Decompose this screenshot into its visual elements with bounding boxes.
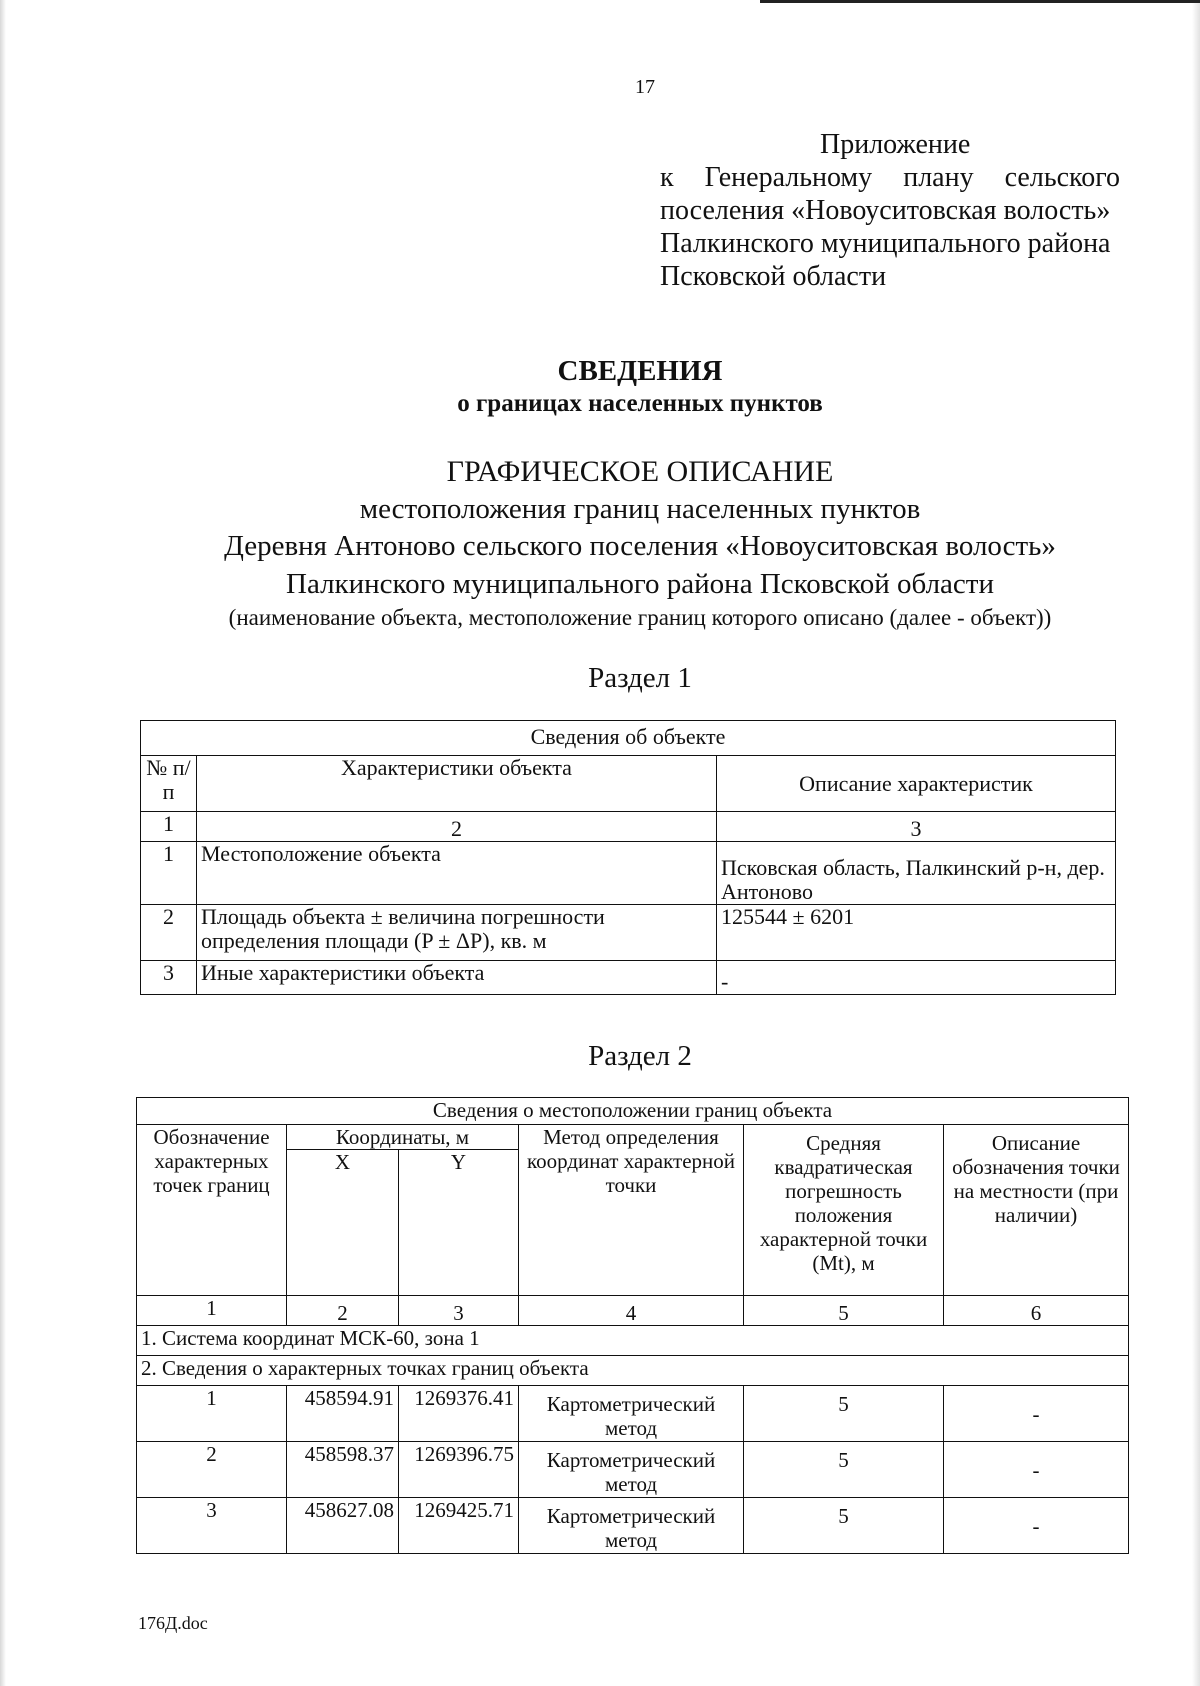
col-num-2: 2 xyxy=(197,812,717,842)
point-method: Картометрический метод xyxy=(519,1442,744,1498)
object-info-caption: Сведения об объекте xyxy=(141,721,1116,756)
section-1-title: Раздел 1 xyxy=(588,662,692,694)
col-num-1: 1 xyxy=(137,1296,287,1326)
point-mt: 5 xyxy=(744,1386,944,1442)
point-y: 1269396.75 xyxy=(399,1442,519,1498)
header-y: Y xyxy=(399,1150,519,1296)
row-description: 125544 ± 6201 xyxy=(717,905,1116,961)
point-id: 1 xyxy=(137,1386,287,1442)
graphic-description-line-2: Деревня Антоново сельского поселения «Новоуситовская волость» xyxy=(224,530,1056,562)
point-description: - xyxy=(944,1386,1129,1442)
scan-edge-left xyxy=(0,0,6,1686)
point-method: Картометрический метод xyxy=(519,1498,744,1554)
point-x: 458594.91 xyxy=(287,1386,399,1442)
col-num-1: 1 xyxy=(141,812,197,842)
col-num-2: 2 xyxy=(287,1296,399,1326)
row-characteristic: Иные характеристики объекта xyxy=(197,961,717,995)
scan-edge-right xyxy=(1192,0,1200,1686)
header-point-description: Описание обозначения точки на местности (при наличии) xyxy=(944,1125,1129,1296)
points-header-row: 2. Сведения о характерных точках границ объекта xyxy=(137,1356,1129,1386)
point-mt: 5 xyxy=(744,1442,944,1498)
appendix-line-2: поселения «Новоуситовская волость» xyxy=(660,195,1111,226)
row-description: Псковская область, Палкинский р-н, дер. Антоново xyxy=(717,842,1116,905)
header-error: Средняя квадратическая погрешность положения характерной точки (Mt), м xyxy=(744,1125,944,1296)
coordinate-system-row: 1. Система координат МСК-60, зона 1 xyxy=(137,1326,1129,1356)
point-mt: 5 xyxy=(744,1498,944,1554)
graphic-description-note: (наименование объекта, местоположение границ которого описано (далее - объект)) xyxy=(228,605,1052,630)
table-row xyxy=(141,961,1116,995)
point-id: 2 xyxy=(137,1442,287,1498)
row-num: 3 xyxy=(141,961,197,995)
footer-filename: 176Д.doc xyxy=(138,1613,208,1633)
appendix-block xyxy=(660,128,1120,293)
header-coordinates: Координаты, м xyxy=(287,1125,519,1150)
point-x: 458627.08 xyxy=(287,1498,399,1554)
header-num: № п/п xyxy=(141,756,197,812)
appendix-line-4: Псковской области xyxy=(660,261,887,292)
graphic-description-title: ГРАФИЧЕСКОЕ ОПИСАНИЕ xyxy=(446,455,834,488)
graphic-description-line-1: местоположения границ населенных пунктов xyxy=(359,493,921,525)
header-characteristic: Характеристики объекта xyxy=(197,756,717,812)
boundary-points-table xyxy=(136,1097,1129,1554)
point-y: 1269425.71 xyxy=(399,1498,519,1554)
row-description: - xyxy=(717,961,1116,995)
table-row xyxy=(141,905,1116,961)
appendix-line-3: Палкинского муниципального района xyxy=(660,228,1111,259)
row-num: 2 xyxy=(141,905,197,961)
row-characteristic: Местоположение объекта xyxy=(197,842,717,905)
object-info-table xyxy=(140,720,1116,995)
scan-top-line xyxy=(760,0,1200,3)
point-x: 458598.37 xyxy=(287,1442,399,1498)
header-x: X xyxy=(287,1150,399,1296)
col-num-3: 3 xyxy=(717,812,1116,842)
point-description: - xyxy=(944,1442,1129,1498)
section-2-title: Раздел 2 xyxy=(588,1040,692,1072)
header-method: Метод определения координат характерной точки xyxy=(519,1125,744,1296)
point-method: Картометрический метод xyxy=(519,1386,744,1442)
page-number: 17 xyxy=(635,76,655,98)
col-num-6: 6 xyxy=(944,1296,1129,1326)
header-description: Описание характеристик xyxy=(717,756,1116,812)
col-num-4: 4 xyxy=(519,1296,744,1326)
point-description: - xyxy=(944,1498,1129,1554)
doc-subtitle: о границах населенных пунктов xyxy=(457,390,823,417)
row-num: 1 xyxy=(141,842,197,905)
doc-title: СВЕДЕНИЯ xyxy=(557,355,723,387)
row-characteristic: Площадь объекта ± величина погрешности определения площади (P ± ΔP), кв. м xyxy=(197,905,717,961)
table-row xyxy=(137,1498,1129,1554)
header-point: Обозначение характерных точек границ xyxy=(137,1125,287,1296)
col-num-5: 5 xyxy=(744,1296,944,1326)
table-row xyxy=(137,1386,1129,1442)
table-row xyxy=(137,1442,1129,1498)
point-y: 1269376.41 xyxy=(399,1386,519,1442)
appendix-title: Приложение xyxy=(820,129,971,160)
table-row xyxy=(141,842,1116,905)
boundary-caption: Сведения о местоположении границ объекта xyxy=(137,1098,1129,1125)
appendix-line-1: к Генеральному плану сельского xyxy=(660,162,1120,193)
point-id: 3 xyxy=(137,1498,287,1554)
graphic-description-line-3: Палкинского муниципального района Псковской области xyxy=(286,568,994,600)
col-num-3: 3 xyxy=(399,1296,519,1326)
